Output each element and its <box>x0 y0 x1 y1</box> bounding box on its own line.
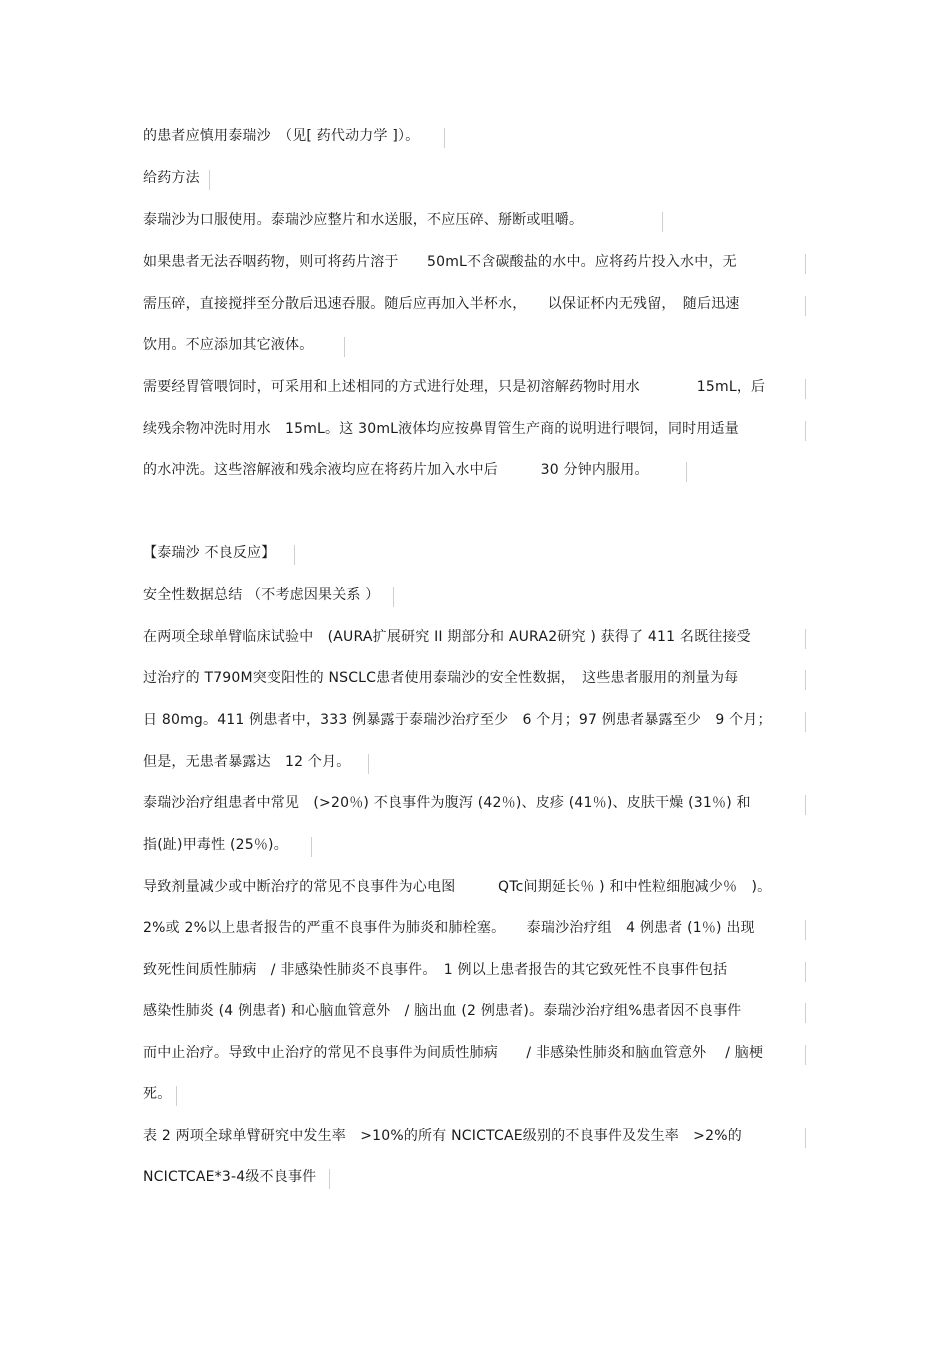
divider <box>805 712 806 732</box>
divider <box>805 629 806 649</box>
table-caption: NCICTCAE*3-4级不良事件 <box>143 1169 317 1185</box>
text-line: 泰瑞沙为口服使用。泰瑞沙应整片和水送服，不应压碎、掰断或咀嚼。 <box>143 212 584 228</box>
section-heading: 给药方法 <box>143 170 200 186</box>
text-line: 死。 <box>143 1086 172 1102</box>
text-line: 而中止治疗。导致中止治疗的常见不良事件为间质性肺病 / 非感染性肺炎和脑血管意外 / 脑梗 <box>143 1045 764 1061</box>
text-line: 的水冲洗。这些溶解液和残余液均应在将药片加入水中后 30 分钟内服用。 <box>143 462 649 478</box>
divider <box>805 296 806 316</box>
text-line: 指(趾)甲毒性 (25％)。 <box>143 837 288 853</box>
section-heading: 【泰瑞沙 不良反应】 <box>143 545 276 561</box>
divider <box>805 962 806 982</box>
divider <box>805 1045 806 1065</box>
text-line: 泰瑞沙治疗组患者中常见 (>20％) 不良事件为腹泻 (42％)、皮疹 (41％)、皮肤干燥 (31％) 和 <box>143 795 751 811</box>
divider <box>805 795 806 815</box>
text-line: 但是，无患者暴露达 12 个月。 <box>143 754 351 770</box>
text-line: 在两项全球单臂临床试验中 (AURA扩展研究 II 期部分和 AURA2研究 ) 获得了 411 名既往接受 <box>143 629 751 645</box>
table-caption: 表 2 两项全球单臂研究中发生率 >10%的所有 NCICTCAE级别的不良事件及发生率 >2%的 <box>143 1128 742 1144</box>
text-line: 的患者应慎用泰瑞沙 （见[ 药代动力学 ]）。 <box>143 128 420 144</box>
divider <box>805 254 806 274</box>
divider <box>805 670 806 690</box>
divider <box>805 421 806 441</box>
text-line: 过治疗的 T790M突变阳性的 NSCLC患者使用泰瑞沙的安全性数据， 这些患者服用的剂量为每 <box>143 670 739 686</box>
text-line: 致死性间质性肺病 / 非感染性肺炎不良事件。 1 例以上患者报告的其它致死性不良事件包括 <box>143 962 728 978</box>
divider <box>662 212 663 232</box>
divider <box>294 545 295 565</box>
divider <box>329 1169 330 1189</box>
divider <box>311 837 312 857</box>
text-line: 导致剂量减少或中断治疗的常见不良事件为心电图 QTc间期延长％ ) 和中性粒细胞减少％ )。 <box>143 879 772 895</box>
divider <box>368 754 369 774</box>
text-line: 感染性肺炎 (4 例患者) 和心脑血管意外 / 脑出血 (2 例患者)。泰瑞沙治疗组%患者因不良事件 <box>143 1003 742 1019</box>
text-line: 2%或 2%以上患者报告的严重不良事件为肺炎和肺栓塞。 泰瑞沙治疗组 4 例患者 (1％) 出现 <box>143 920 755 936</box>
divider <box>444 128 445 148</box>
text-line: 日 80mg。411 例患者中，333 例暴露于泰瑞沙治疗至少 6 个月；97 例患者暴露至少 9 个月； <box>143 712 772 728</box>
divider <box>393 587 394 607</box>
divider <box>805 1128 806 1148</box>
divider <box>805 1003 806 1023</box>
divider <box>805 920 806 940</box>
text-line: 需要经胃管喂饲时，可采用和上述相同的方式进行处理，只是初溶解药物时用水 15mL，后 <box>143 379 766 395</box>
text-line: 续残余物冲洗时用水 15mL。这 30mL液体均应按鼻胃管生产商的说明进行喂饲，同时用适量 <box>143 421 739 437</box>
divider <box>344 337 345 357</box>
text-line: 需压碎，直接搅拌至分散后迅速吞服。随后应再加入半杯水， 以保证杯内无残留， 随后迅速 <box>143 296 740 312</box>
divider <box>176 1086 177 1106</box>
divider <box>209 170 210 190</box>
text-line: 饮用。不应添加其它液体。 <box>143 337 314 353</box>
text-line: 如果患者无法吞咽药物，则可将药片溶于 50mL不含碳酸盐的水中。应将药片投入水中，无 <box>143 254 737 270</box>
subsection-heading: 安全性数据总结 （不考虑因果关系 ） <box>143 587 380 603</box>
divider <box>805 379 806 399</box>
divider <box>686 462 687 482</box>
